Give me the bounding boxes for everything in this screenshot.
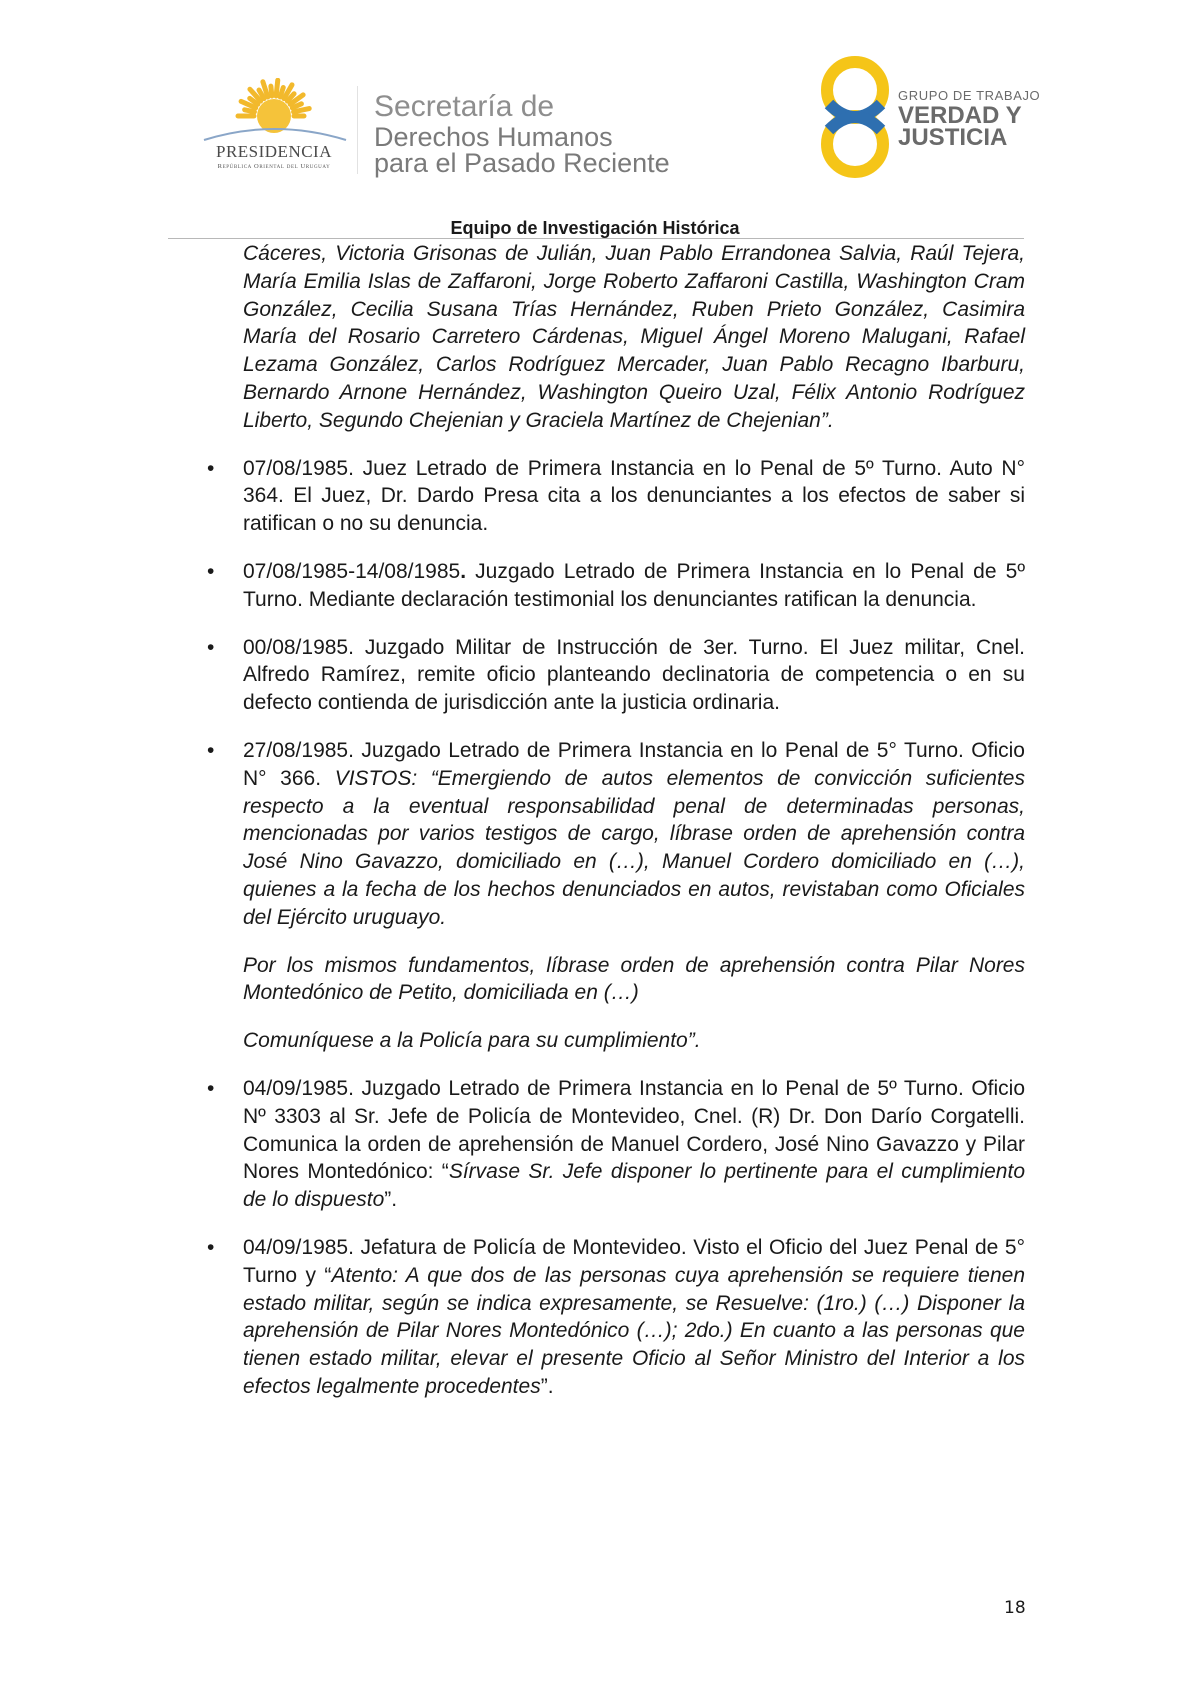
bullet: • xyxy=(207,559,215,583)
secretaria-line-2: Derechos Humanos xyxy=(374,122,613,152)
entry-quote: Atento: A que dos de las personas cuya aprehensión se requiere tienen estado militar, según se indica expresamente, se Resuelve: (1ro.) (…) Disponer la aprehensión de Pilar Nores Montedónico (…); 2do.) En cuanto a las personas que tienen estado militar, elevar el presente Oficio al Señor Ministro del Interior a los efectos legalmente procedentes xyxy=(243,1263,1026,1398)
header-divider xyxy=(357,86,358,174)
entry-date: 07/08/1985-14/08/1985 xyxy=(243,559,461,583)
entry-quote: Sírvase Sr. Jefe disponer lo pertinente para el cumplimiento de lo dispuesto xyxy=(243,1160,1025,1212)
intro-paragraph: Cáceres, Victoria Grisonas de Julián, Juan Pablo Errandonea Salvia, Raúl Tejera, María Emilia Islas de Zaffaroni, Jorge Roberto Zaffaroni Castilla, Washington Cram González, Cecilia Susana Trías Hernández, Ruben Prieto González, Casimira María del Rosario Carretero Cárdenas, Miguel Ángel Moreno Malugani, Rafael Lezama González, Carlos Rodríguez Mercader, Juan Pablo Recagno Ibarburu, Bernardo Arnone Hernández, Washington Queiro Uzal, Félix Antonio Rodríguez Liberto, Segundo Chejenian y Graciela Martínez de Chejenian”. xyxy=(243,242,1025,432)
secretaria-line-3: para el Pasado Reciente xyxy=(374,148,670,178)
entry-tail: ”. xyxy=(384,1188,398,1212)
entry-text: 07/08/1985. Juez Letrado de Primera Instancia en lo Penal de 5º Turno. Auto N° 364. El Juez, Dr. Dardo Presa cita a los denunciantes a los efectos de saber si ratifican o no su denuncia. xyxy=(243,456,1025,536)
entry-lead: 27/08/1985. Juzgado Letrado de Primera Instancia en lo Penal de 5° Turno. Oficio N° 366. xyxy=(243,738,1025,790)
list-item xyxy=(207,1075,1025,1214)
document-body xyxy=(207,240,1026,1401)
header-rule xyxy=(168,238,1024,239)
bullet: • xyxy=(207,1076,215,1100)
entry-text xyxy=(243,558,1025,614)
bullet: • xyxy=(207,738,215,762)
team-heading: Equipo de Investigación Histórica xyxy=(450,218,740,238)
entry-text: 00/08/1985. Juzgado Militar de Instrucción de 3er. Turno. El Juez militar, Cnel. Alfredo Ramírez, remite oficio planteando declinatoria de competencia o en su defecto contienda de jurisdicción ante la justicia ordinaria. xyxy=(243,635,1025,715)
entry-paragraph-3: Comuníquese a la Policía para su cumplimiento”. xyxy=(243,1029,701,1053)
entry-date-dot: . xyxy=(460,559,467,583)
list-item xyxy=(207,558,1025,614)
list-item xyxy=(207,737,1025,1055)
secretaria-line-1: Secretaría de xyxy=(374,90,555,123)
bullet: • xyxy=(207,1235,215,1259)
sun-ray xyxy=(280,87,283,97)
bullet: • xyxy=(207,456,215,480)
entry-paragraph-2: Por los mismos fundamentos, líbrase orden de aprehensión contra Pilar Nores Montedónico de Petito, domiciliada en (…) xyxy=(243,953,1025,1005)
presidencia-name: PRESIDENCIA xyxy=(215,142,332,161)
sun-ray xyxy=(245,110,255,112)
grupo-line-1: GRUPO DE TRABAJO xyxy=(898,88,1041,103)
entry-text xyxy=(243,1075,1025,1214)
entry-text xyxy=(243,1234,1025,1401)
page-number: 18 xyxy=(1004,1598,1026,1618)
presidencia-subtitle: República Oriental del Uruguay xyxy=(217,163,331,170)
sun-ray xyxy=(271,86,272,96)
entry-tail: ”. xyxy=(540,1374,554,1398)
entry-lead: 04/09/1985. Juzgado Letrado de Primera Instancia en lo Penal de 5º Turno. Oficio Nº 3303 al Sr. Jefe de Policía de Montevideo, Cnel. (R) Dr. Don Darío Corgatelli. Comunica la orden de aprehensión de Manuel Cordero, José Nino Gavazzo y Pilar Nores Montedónico: “ xyxy=(243,1076,1025,1184)
entry-quote: VISTOS: “Emergiendo de autos elementos de convicción suficientes respecto a la eventual responsabilidad penal de determinadas personas, mencionadas por varios testigos de cargo, líbrase orden de aprehensión contra José Nino Gavazzo, domiciliado en (…), Manuel Cordero domiciliado en (…), quienes a la fecha de los hechos denunciados en autos, revistaban como Oficiales del Ejército uruguayo. xyxy=(243,766,1025,929)
sun-ray xyxy=(294,109,310,112)
bullet: • xyxy=(207,635,215,659)
list-item xyxy=(207,634,1025,717)
grupo-line-3: JUSTICIA xyxy=(898,124,1008,151)
page-header xyxy=(0,0,1190,250)
sun-ray xyxy=(276,80,278,96)
entry-rest: Juzgado Letrado de Primera Instancia en lo Penal de 5º Turno. Mediante declaración testimonial los denunciantes ratifican la denuncia. xyxy=(243,559,1025,611)
list-item xyxy=(207,1234,1026,1401)
entry-lead: 04/09/1985. Jefatura de Policía de Montevideo. Visto el Oficio del Juez Penal de 5° Turno y “ xyxy=(243,1235,1025,1287)
verdad-justicia-logo xyxy=(818,54,892,180)
grupo-line-2: VERDAD Y xyxy=(898,102,1022,129)
list-item xyxy=(207,455,1025,538)
entry-text xyxy=(243,737,1025,932)
